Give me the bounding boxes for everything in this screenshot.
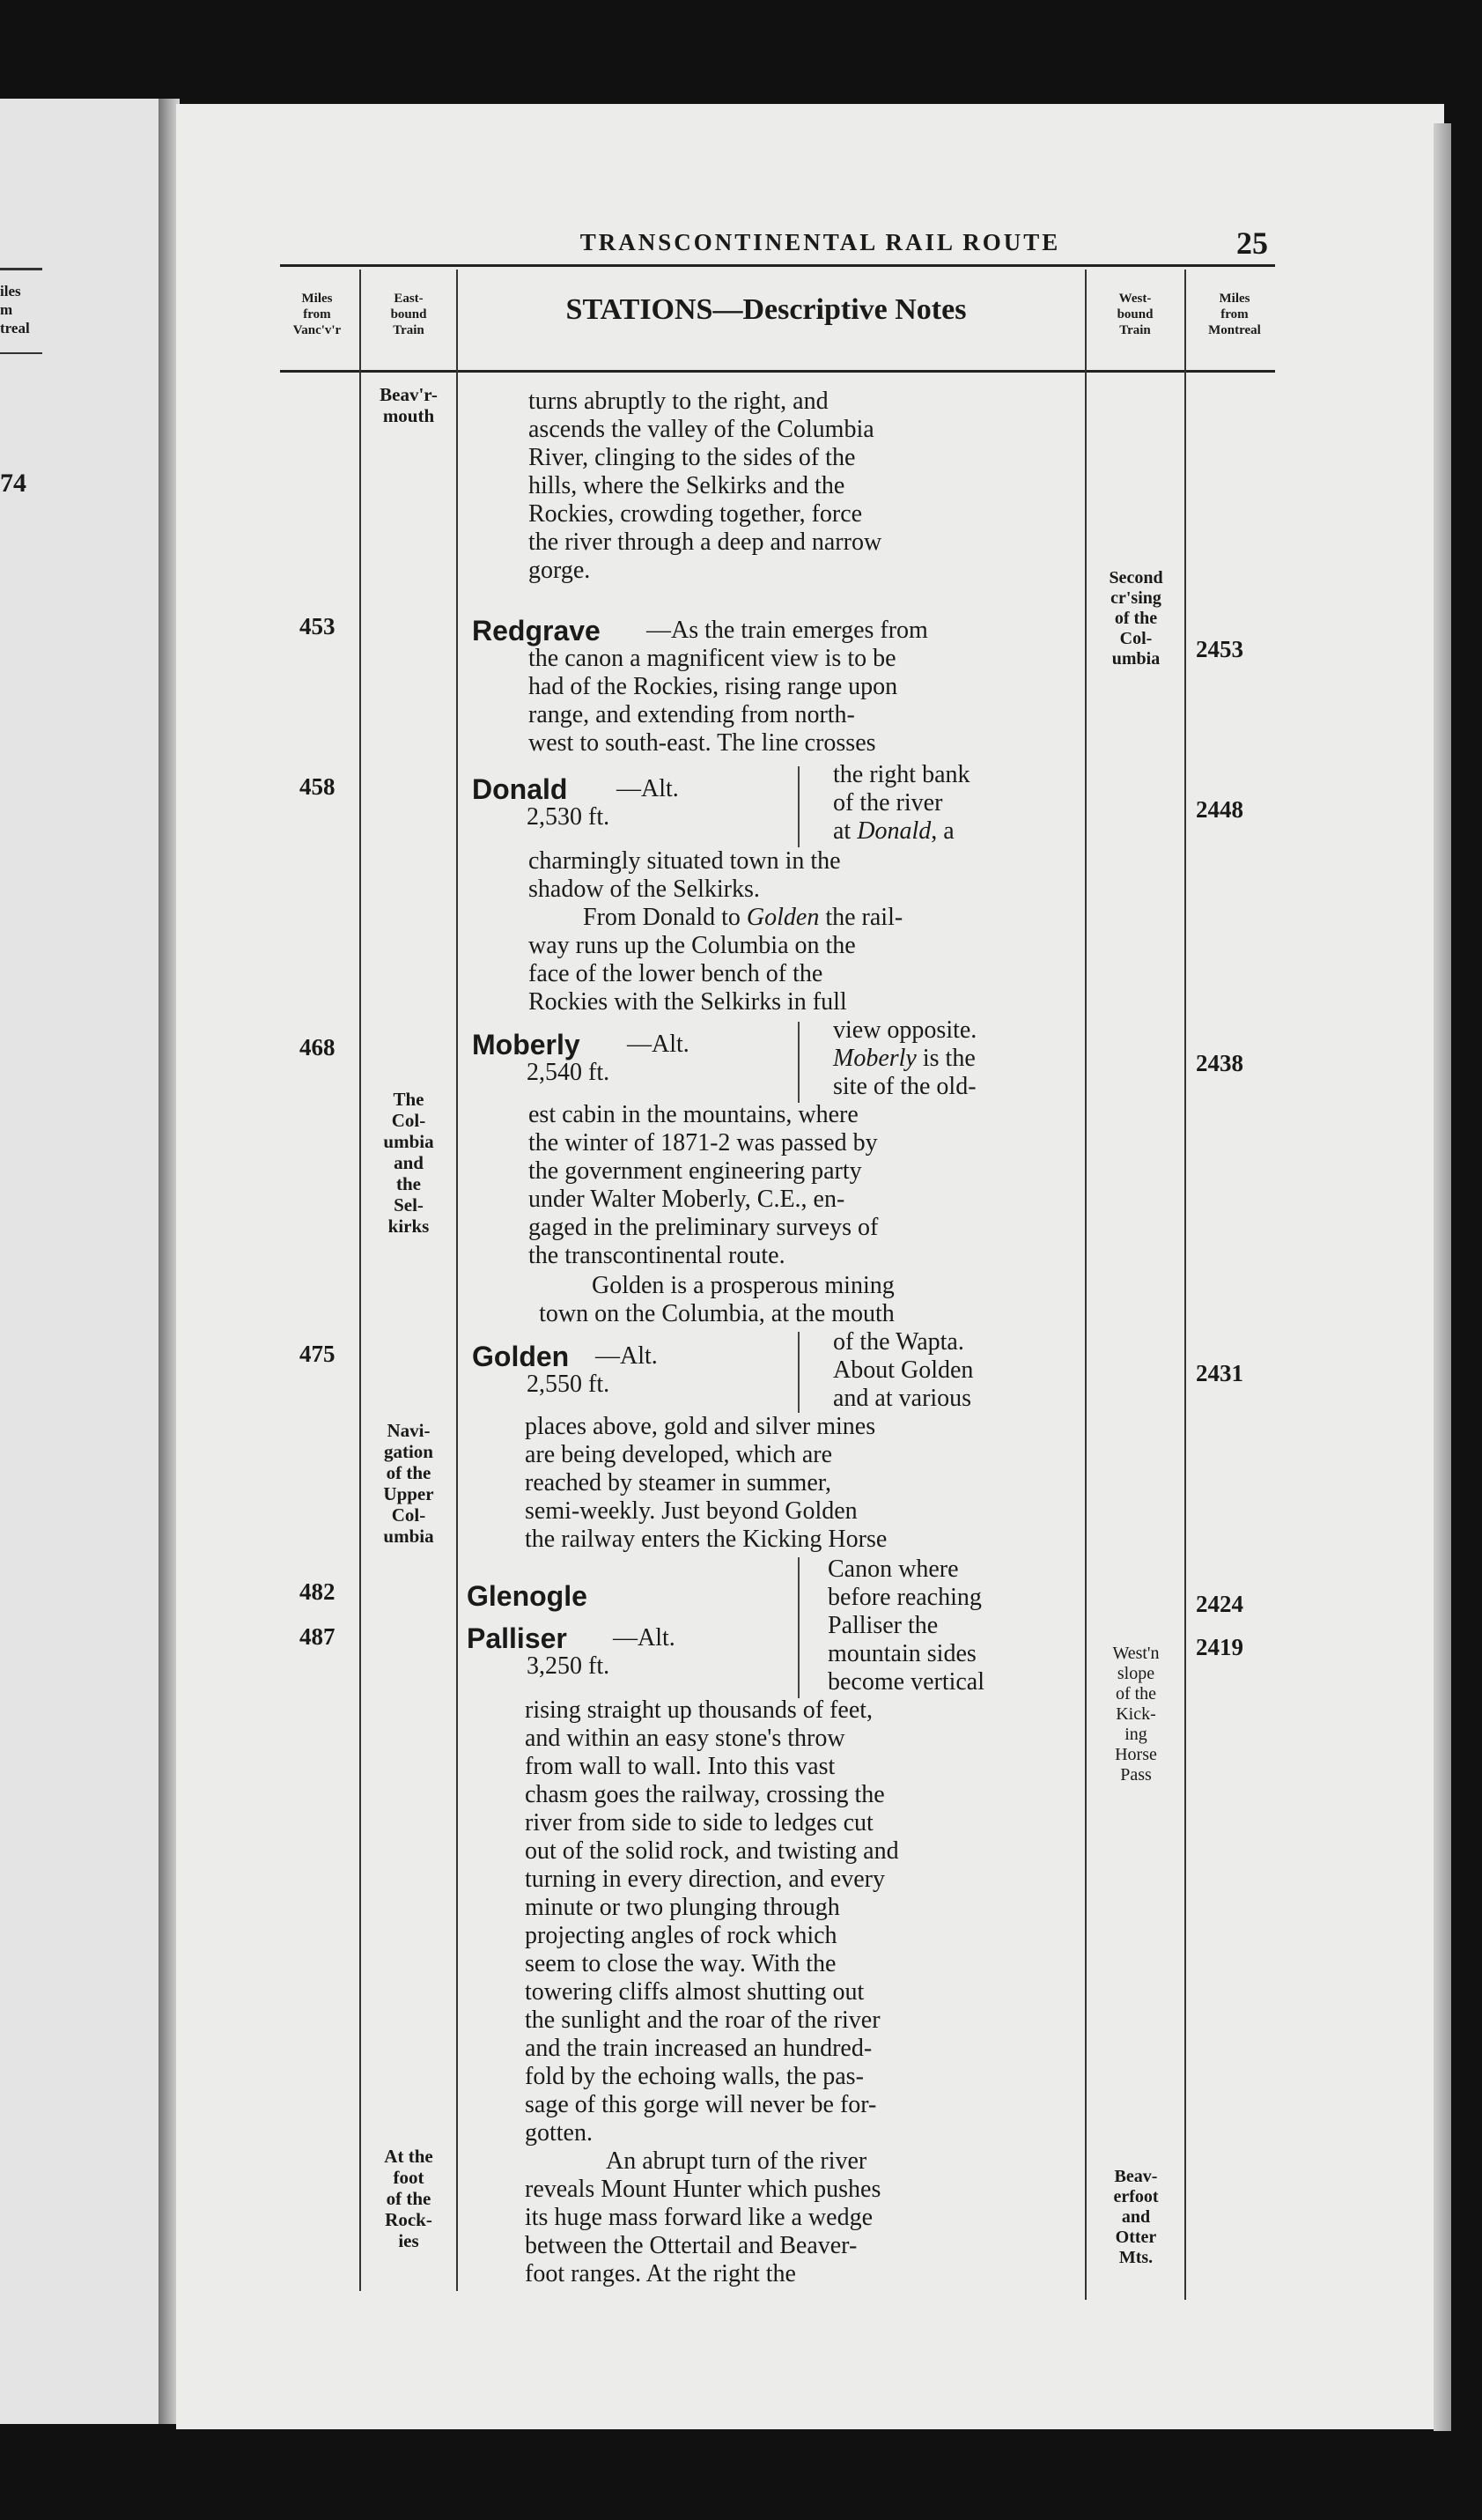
moberly-altitude-value: 2,540 ft. [527,1059,610,1086]
paragraph-golden-intro: Golden is a prosperous mining town on the Columbia, at the mouth [539,1272,895,1327]
miles-montreal-2419: 2419 [1196,1634,1243,1660]
facing-page-number: 74 [0,469,26,498]
page-edge [1434,123,1451,2431]
miles-montreal-2448: 2448 [1196,796,1243,823]
glenogle-side-text: Canon where before reaching Palliser the mountain sides become vertical [828,1556,985,1696]
miles-montreal-2431: 2431 [1196,1360,1243,1386]
golden-altitude-value: 2,550 ft. [527,1371,610,1398]
westbound-note-kicking-horse: West'n slope of the Kick- ing Horse Pass [1112,1644,1160,1785]
paragraph-moberly: est cabin in the mountains, where the winter of 1871-2 was passed by the government engineering party under Walter Moberly, C.E., en- gaged in the preliminary surveys of the transcontinental route. [528,1101,879,1269]
paragraph-redgrave: the canon a magnificent view is to be had of the Rockies, rising range upon range, and extending from north- west to south-east. The line crosses [528,645,898,757]
miles-vancouver-458: 458 [299,773,335,800]
donald-inset-rule [798,766,800,847]
header-miles-from-montreal: Miles from Montreal [1208,292,1261,337]
miles-montreal-2424: 2424 [1196,1591,1243,1617]
moberly-inset-rule [798,1022,800,1103]
facing-page-rule-2 [0,352,42,354]
donald-altitude-label: —Alt. [616,775,679,802]
miles-vancouver-468: 468 [299,1034,335,1060]
station-golden: Golden [472,1341,570,1372]
paragraph-donald-to-golden: way runs up the Columbia on the face of the lower bench of the Rockies with the Selkirks in full [528,932,856,1016]
golden-side-text: of the Wapta. About Golden and at various [833,1328,974,1412]
eastbound-note-beavermouth: Beav'r- mouth [380,384,438,426]
miles-vancouver-487: 487 [299,1623,335,1650]
column-divider-4 [1184,270,1186,2300]
running-title: TRANSCONTINENTAL RAIL ROUTE [579,229,1061,255]
paragraph-golden: places above, gold and silver mines are being developed, which are reached by steamer in summer, semi-weekly. Just beyond Golden the railway enters the Kicking Horse [525,1413,888,1553]
eastbound-note-navigation: Navi- gation of the Upper Col- umbia [383,1420,434,1547]
station-moberly: Moberly [472,1029,580,1060]
eastbound-note-foot-of-rockies: At the foot of the Rock- ies [384,2146,433,2251]
facing-page-fragment [0,99,167,2424]
paragraph-donald: charmingly situated town in the shadow of the Selkirks. [528,847,841,903]
miles-vancouver-453: 453 [299,613,335,639]
paragraph-donald-to-golden-first: From Donald to Golden the rail- [583,904,903,931]
golden-altitude-label: —Alt. [595,1342,658,1370]
donald-altitude-value: 2,530 ft. [527,803,610,831]
station-redgrave: Redgrave [472,615,601,647]
golden-inset-rule [798,1332,800,1413]
header-bottom-rule [280,370,1275,373]
header-miles-from-vancouver: Miles from Vanc'v'r [292,292,342,337]
station-glenogle: Glenogle [467,1580,587,1612]
station-palliser: Palliser [467,1622,567,1654]
westbound-note-columbia-crossing: Second cr'sing of the Col- umbia [1109,568,1163,669]
column-divider-2 [456,270,458,2291]
paragraph-mount-hunter: An abrupt turn of the river reveals Mount Hunter which pushes its huge mass forward like a wedge between the Ottertail and Beaver- foot ranges. At the right the [525,2147,881,2287]
station-donald: Donald [472,773,568,805]
donald-side-text: the right bank of the river at Donald, a [833,761,970,845]
moberly-altitude-label: —Alt. [627,1031,689,1058]
facing-page-column-header: iles m treal [0,283,30,336]
header-westbound-train: West- bound Train [1117,292,1154,337]
header-stations-descriptive-notes: STATIONS—Descriptive Notes [565,293,967,326]
header-eastbound-train: East- bound Train [390,292,427,337]
paragraph-kicking-horse-canon: rising straight up thousands of feet, and within an easy stone's throw from wall to wall. Into this vast chasm goes the railway, crossing the river from side to side to ledges cut out of the solid rock, and twisting and turning in every direction, and every minute or two plunging through projecting angles of rock which seem to close the way. With the towering cliffs almost shutting out the sunlight and the roar of the river and the train increased an hundred- fold by the echoing walls, the pas- sage of this gorge will never be for- gotten. [525,1696,899,2147]
miles-montreal-2453: 2453 [1196,636,1243,662]
miles-montreal-2438: 2438 [1196,1050,1243,1076]
palliser-altitude-label: —Alt. [613,1624,675,1652]
moberly-side-text: view opposite. Moberly is the site of the old- [833,1016,977,1100]
redgrave-first-line: —As the train emerges from [646,617,928,644]
page-number: 25 [1236,225,1268,261]
paragraph-intro: turns abruptly to the right, and ascends the valley of the Columbia River, clinging to the sides of the hills, where the Selkirks and the Rockies, crowding together, force the river through a deep and narrow gorge. [528,388,882,584]
miles-vancouver-482: 482 [299,1578,335,1605]
column-divider-1 [359,270,361,2291]
column-divider-3 [1085,270,1087,2300]
miles-vancouver-475: 475 [299,1341,335,1367]
palliser-inset-rule [798,1557,800,1698]
eastbound-note-columbia-selkirks: The Col- umbia and the Sel- kirks [383,1089,434,1237]
header-top-rule [280,264,1275,267]
westbound-note-beaverfoot-otter: Beav- erfoot and Otter Mts. [1113,2167,1159,2267]
facing-page-rule [0,268,42,270]
palliser-altitude-value: 3,250 ft. [527,1652,610,1680]
